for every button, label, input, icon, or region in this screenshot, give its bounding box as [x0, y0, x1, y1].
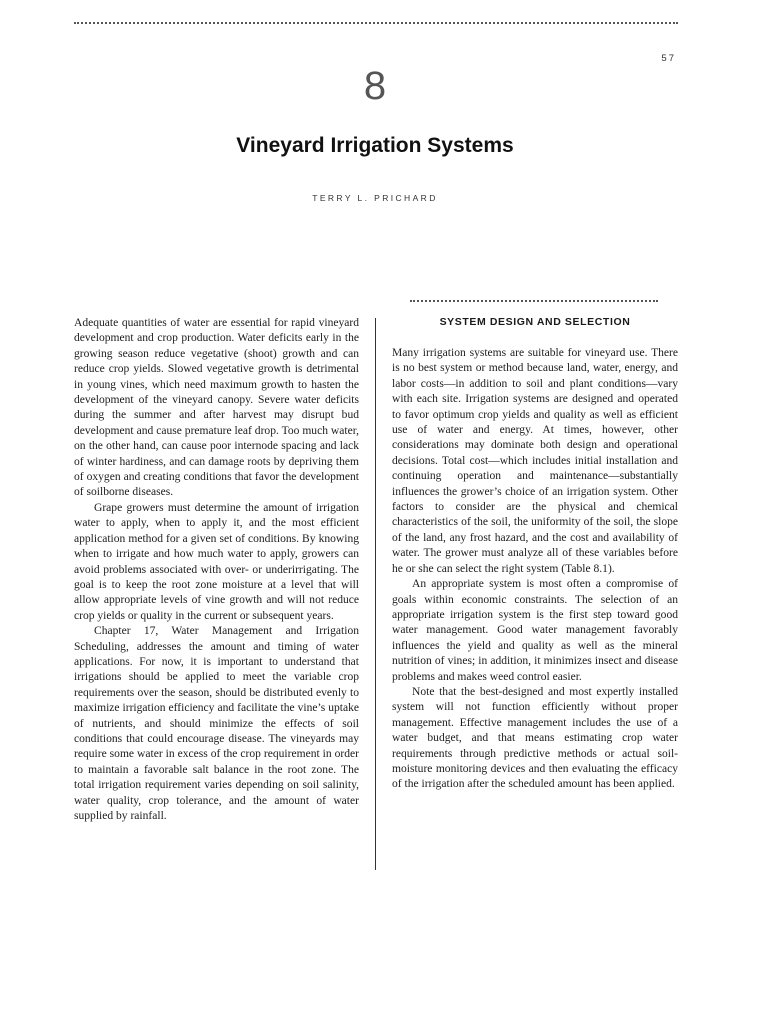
paragraph: Adequate quantities of water are essential for rapid vineyard development and crop production. Water deficits early in the growing season reduce vegetative (shoot) growth and can reduce crop yields. Slowed vegetative growth is detrimental in young vines, which need maximum growth to hasten the development of the vineyard canopy. Severe water deficits during the summer and after harvest may disrupt bud development and cause premature leaf drop. Too much water, on the other hand, can cause poor internode spacing and lack of winter hardiness, and can damage roots by depriving them of oxygen and creating conditions that favor the development of soilborne diseases.: [74, 317, 359, 499]
author-name: TERRY L. PRICHARD: [312, 193, 438, 203]
chapter-number: 8: [363, 64, 387, 108]
right-column: [392, 346, 678, 793]
paragraph: An appropriate system is most often a compromise of goals within economic constraints. The selection of an appropriate irrigation system is the first step toward good water management. Good water management favorably influences the yield and quality as well as the mineral nutrition of vines; in addition, it minimizes insect and disease problems and makes weed control easier.: [392, 578, 678, 683]
page-number: 57: [661, 53, 676, 64]
column-divider: [375, 318, 376, 870]
paragraph: Grape growers must determine the amount of irrigation water to apply, when to apply it, and the most efficient application method for a given set of conditions. By knowing when to irrigate and how much water to apply, growers can avoid problems associated with over- or underirrigating. The goal is to keep the root zone moisture at a level that will allow appropriate levels of vine growth and will not reduce crop yields or quality in the current or subsequent years.: [74, 501, 359, 622]
section-heading: SYSTEM DESIGN AND SELECTION: [439, 316, 631, 328]
top-dotted-rule: [74, 22, 678, 24]
section-dotted-rule: [410, 300, 658, 302]
chapter-title: Vineyard Irrigation Systems: [236, 134, 514, 157]
paragraph: Chapter 17, Water Management and Irrigation Scheduling, addresses the amount and timing of water applications. For now, it is important to understand that irrigations should be applied to meet the variable crop requirements over the season, should be distributed evenly to maximize irrigation efficiency and facilitate the vine’s uptake of nutrients, and should minimize the effects of soil conditions that could encourage disease. The vineyards may require some water in excess of the crop requirement in order to maintain a favorable salt balance in the root zone. The total irrigation requirement varies depending on soil salinity, water quality, crop tolerance, and the amount of water supplied by rainfall.: [74, 625, 359, 822]
paragraph: Many irrigation systems are suitable for vineyard use. There is no best system or method because land, water, energy, and labor costs—in addition to soil and plant conditions—vary with each site. Irrigation systems are designed and operated to favor optimum crop yields and quality as well as efficient use of water and energy. At times, however, other considerations may dominate both design and operational decisions. Total cost—which includes initial installation and continuing operation and maintenance—substantially influences the grower’s choice of an irrigation system. Other factors to consider are the physical and chemical characteristics of the soil, the uniformity of the soil, the slope of the land, any frost hazard, and the cost and availability of water. The grower must analyze all of these variables before he or she can select the right system (Table 8.1).: [392, 347, 678, 575]
left-column: [74, 316, 359, 824]
paragraph: Note that the best-designed and most expertly installed system will not function efficiently without proper management. Effective management includes the use of a water budget, and that means estimating crop water requirements through predictive methods or actual soil-moisture monitoring devices and then evaluating the efficacy of the irrigation after the scheduled amount has been applied.: [392, 685, 678, 791]
